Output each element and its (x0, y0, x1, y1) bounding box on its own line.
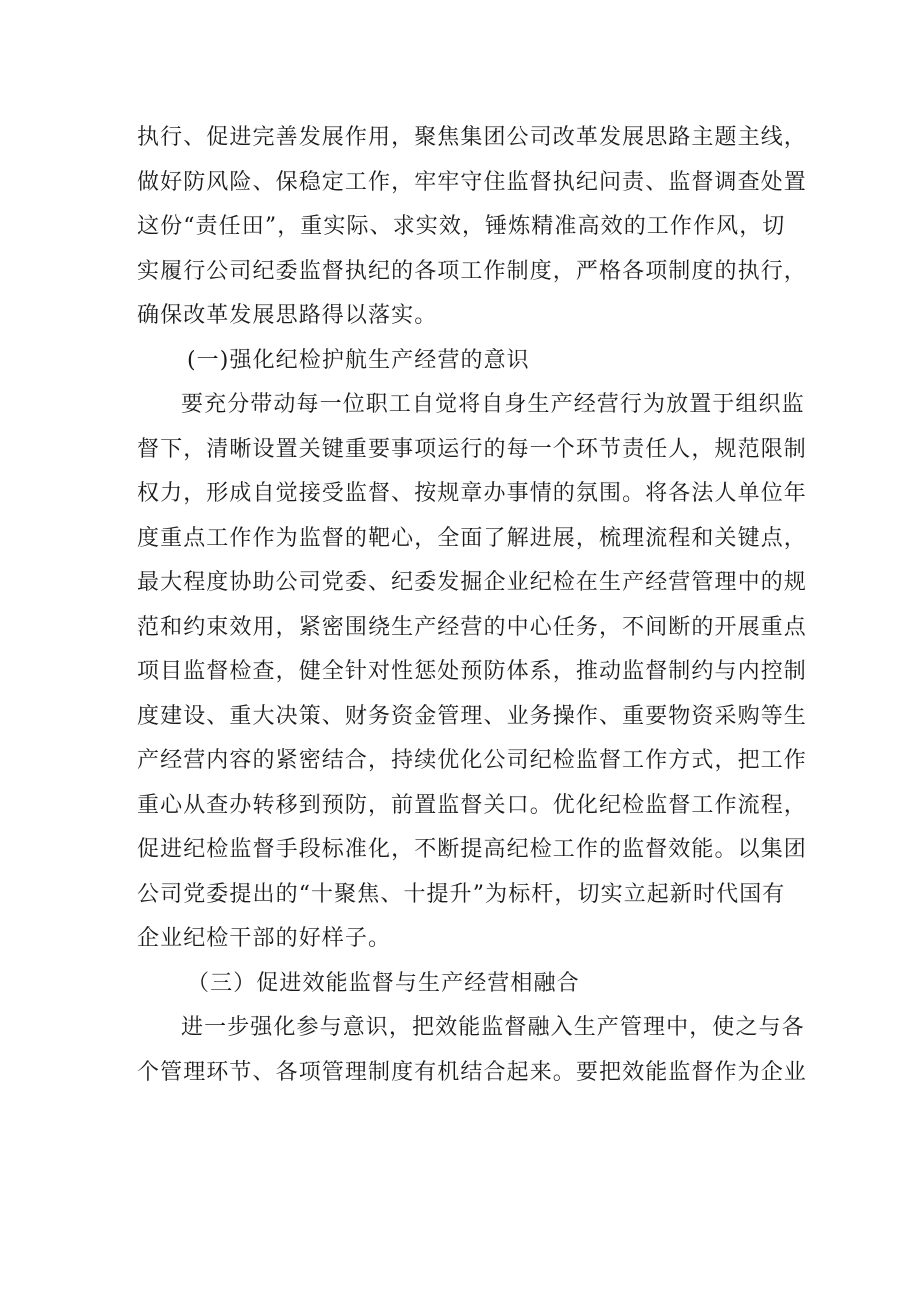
paragraph-line: 促进纪检监督手段标准化，不断提高纪检工作的监督效能。以集团 (137, 837, 807, 862)
paragraph-line: 企业纪检干部的好样子。 (137, 926, 392, 951)
paragraph-line: 这份“责任田”，重实际、求实效，锤炼精准高效的工作作风，切 (137, 214, 786, 239)
paragraph-line: 进一步强化参与意识，把效能监督融入生产管理中，使之与各 (181, 1015, 805, 1040)
paragraph-3 (137, 1006, 807, 1095)
paragraph-line: 产经营内容的紧密结合，持续优化公司纪检监督工作方式，把工作 (137, 748, 807, 773)
paragraph-line: 范和约束效用，紧密围绕生产经营的中心任务，不间断的开展重点 (137, 614, 807, 640)
paragraph-line: 重心从查办转移到预防，前置监督关口。优化纪检监督工作流程， (137, 792, 807, 818)
section-heading-2: （三）促进效能监督与生产经营相融合 (187, 970, 580, 996)
paragraph-2 (137, 383, 807, 962)
paragraph-line: 个管理环节、各项管理制度有机结合起来。要把效能监督作为企业 (137, 1059, 807, 1085)
paragraph-line: 督下，清晰设置关键重要事项运行的每一个环节责任人，规范限制 (137, 436, 807, 462)
paragraph-line: 项目监督检查，健全针对性惩处预防体系，推动监督制约与内控制 (137, 659, 807, 684)
paragraph-line: 度重点工作作为监督的靶心，全面了解进展，梳理流程和关键点， (137, 525, 807, 551)
paragraph-line: 要充分带动每一位职工自觉将自身生产经营行为放置于组织监 (181, 392, 805, 417)
section-heading-1: (一)强化纪检护航生产经营的意识 (187, 347, 530, 373)
paragraph-line: 度建设、重大决策、财务资金管理、业务操作、重要物资采购等生 (137, 703, 807, 729)
paragraph-line: 公司党委提出的“十聚焦、十提升”为标杆，切实立起新时代国有 (137, 881, 786, 907)
paragraph-line: 确保改革发展思路得以落实。 (137, 303, 438, 328)
paragraph-line: 做好防风险、保稳定工作，牢牢守住监督执纪问责、监督调查处置 (137, 169, 807, 195)
document-body (137, 116, 807, 1095)
paragraph-1 (137, 116, 807, 339)
paragraph-line: 最大程度协助公司党委、纪委发掘企业纪检在生产经营管理中的规 (137, 570, 807, 595)
paragraph-line: 执行、促进完善发展作用，聚焦集团公司改革发展思路主题主线， (137, 125, 807, 150)
paragraph-line: 权力，形成自觉接受监督、按规章办事情的氛围。将各法人单位年 (137, 481, 807, 506)
paragraph-line: 实履行公司纪委监督执纪的各项工作制度，严格各项制度的执行， (137, 258, 807, 284)
